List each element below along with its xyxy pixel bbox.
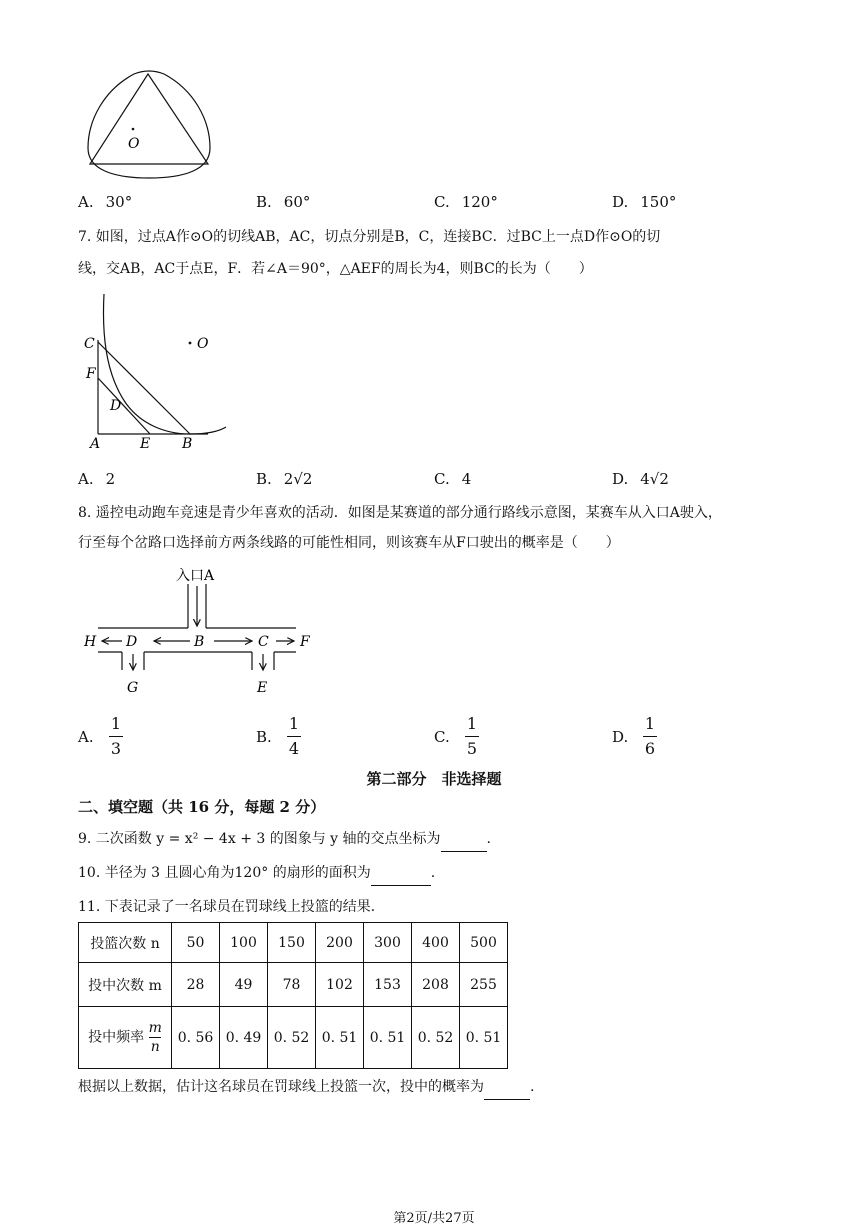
q8-label-d: D bbox=[126, 634, 138, 650]
q8-option-d-label[interactable]: D. bbox=[612, 728, 629, 746]
table-cell: 0. 56 bbox=[172, 1007, 220, 1069]
table-row bbox=[79, 1007, 508, 1069]
q6-options bbox=[78, 193, 838, 221]
q8-label-e: E bbox=[257, 680, 268, 696]
q7-line-1: 7. 如图，过点A作⊙O的切线AB，AC，切点分别是B，C，连接BC．过BC上一点D作⊙O的切 bbox=[78, 229, 661, 245]
table-cell: 208 bbox=[412, 963, 460, 1007]
q6-option-b[interactable]: B. 60° bbox=[256, 193, 311, 211]
q11-answer-blank[interactable] bbox=[484, 1083, 530, 1100]
table-cell: 28 bbox=[172, 963, 220, 1007]
table-cell: 300 bbox=[364, 923, 412, 963]
table-cell: 500 bbox=[460, 923, 508, 963]
q7-option-a[interactable]: A. 2 bbox=[78, 470, 116, 488]
q11-conclusion-end: . bbox=[530, 1079, 535, 1095]
table-cell: 100 bbox=[220, 923, 268, 963]
table-header-shots: 投篮次数 n bbox=[79, 923, 172, 963]
table-header-hits: 投中次数 m bbox=[79, 963, 172, 1007]
q11-intro: 11. 下表记录了一名球员在罚球线上投篮的结果． bbox=[78, 899, 385, 915]
q8-option-b-label[interactable]: B. bbox=[256, 728, 272, 746]
q7-option-d[interactable]: D. 4√2 bbox=[612, 470, 669, 488]
table-cell: 153 bbox=[364, 963, 412, 1007]
frequency-header-text: 投中频率 bbox=[88, 1029, 145, 1046]
q8-options bbox=[78, 714, 838, 760]
q7-label-e: E bbox=[140, 436, 151, 452]
part-2-title: 第二部分 非选择题 bbox=[366, 770, 502, 788]
table-cell: 49 bbox=[220, 963, 268, 1007]
table-cell: 400 bbox=[412, 923, 460, 963]
q9 bbox=[78, 826, 838, 852]
q6-figure bbox=[84, 70, 214, 182]
q11-conclusion-text: 根据以上数据，估计这名球员在罚球线上投篮一次，投中的概率为 bbox=[78, 1079, 484, 1095]
table-cell: 0. 51 bbox=[460, 1007, 508, 1069]
q7-label-o: O bbox=[197, 336, 209, 352]
q8-label-g: G bbox=[127, 680, 139, 696]
table-cell: 150 bbox=[268, 923, 316, 963]
q10-text: 10. 半径为 3 且圆心角为120° 的扇形的面积为 bbox=[78, 865, 371, 881]
q7-option-c[interactable]: C. 4 bbox=[434, 470, 472, 488]
q7-label-a: A bbox=[90, 436, 101, 452]
q10-end: . bbox=[430, 865, 436, 881]
q8-label-h: H bbox=[84, 634, 97, 650]
q8-option-d-fraction[interactable]: 1 6 bbox=[644, 714, 656, 758]
table-row bbox=[79, 963, 508, 1007]
q6-option-a[interactable]: A. 30° bbox=[78, 193, 133, 211]
page-footer: 第2页/共27页 bbox=[393, 1211, 475, 1226]
q10-answer-blank[interactable] bbox=[371, 869, 431, 886]
q7-label-d: D bbox=[110, 398, 122, 414]
table-cell: 0. 49 bbox=[220, 1007, 268, 1069]
table-cell: 0. 52 bbox=[412, 1007, 460, 1069]
q8-option-a-fraction[interactable]: 1 3 bbox=[110, 714, 122, 758]
q10 bbox=[78, 860, 838, 886]
q7-label-b: B bbox=[182, 436, 193, 452]
q7-label-c: C bbox=[84, 336, 95, 352]
q8-label-entry: 入口A bbox=[176, 568, 215, 584]
table-cell: 0. 51 bbox=[364, 1007, 412, 1069]
table-row bbox=[79, 923, 508, 963]
q6-center-label: O bbox=[128, 136, 140, 152]
table-header-frequency bbox=[79, 1007, 172, 1069]
q8-option-a-label[interactable]: A. bbox=[78, 728, 94, 746]
table-cell: 255 bbox=[460, 963, 508, 1007]
q8-figure bbox=[80, 562, 320, 697]
q8-label-f: F bbox=[300, 634, 310, 650]
table-cell: 50 bbox=[172, 923, 220, 963]
frequency-fraction: $\frac{m}{n}$ bbox=[148, 1020, 162, 1055]
table-cell: 200 bbox=[316, 923, 364, 963]
q7-line-2: 线，交AB，AC于点E，F．若∠A＝90°，△AEF的周长为4，则BC的长为（ ） bbox=[78, 261, 593, 277]
q11-table bbox=[78, 922, 508, 1069]
table-cell: 78 bbox=[268, 963, 316, 1007]
q7-options bbox=[78, 470, 838, 498]
table-cell: 0. 52 bbox=[268, 1007, 316, 1069]
q8-option-c-label[interactable]: C. bbox=[434, 728, 450, 746]
q8-option-b-fraction[interactable]: 1 4 bbox=[288, 714, 300, 758]
q7-option-b[interactable]: B. 2√2 bbox=[256, 470, 313, 488]
q8-label-c: C bbox=[258, 634, 269, 650]
q9-answer-blank[interactable] bbox=[441, 835, 487, 852]
q8-line-1: 8. 遥控电动跑车竞速是青少年喜欢的活动．如图是某赛道的部分通行路线示意图，某赛车从入口A驶入， bbox=[78, 505, 722, 521]
q9-text: 9. 二次函数 y = x² − 4x + 3 的图象与 y 轴的交点坐标为 bbox=[78, 831, 441, 847]
q9-end: . bbox=[486, 831, 491, 847]
q8-line-2: 行至每个岔路口选择前方两条线路的可能性相同，则该赛车从F口驶出的概率是（ ） bbox=[78, 535, 620, 551]
table-cell: 0. 51 bbox=[316, 1007, 364, 1069]
q6-option-c[interactable]: C. 120° bbox=[434, 193, 498, 211]
section-2-heading: 二、填空题（共 16 分，每题 2 分） bbox=[78, 798, 326, 816]
q7-label-f: F bbox=[86, 366, 96, 382]
q11-conclusion bbox=[78, 1074, 838, 1100]
q8-option-c-fraction[interactable]: 1 5 bbox=[466, 714, 478, 758]
table-cell: 102 bbox=[316, 963, 364, 1007]
q6-option-d[interactable]: D. 150° bbox=[612, 193, 677, 211]
q7-figure bbox=[80, 292, 240, 460]
q8-label-b: B bbox=[194, 634, 205, 650]
